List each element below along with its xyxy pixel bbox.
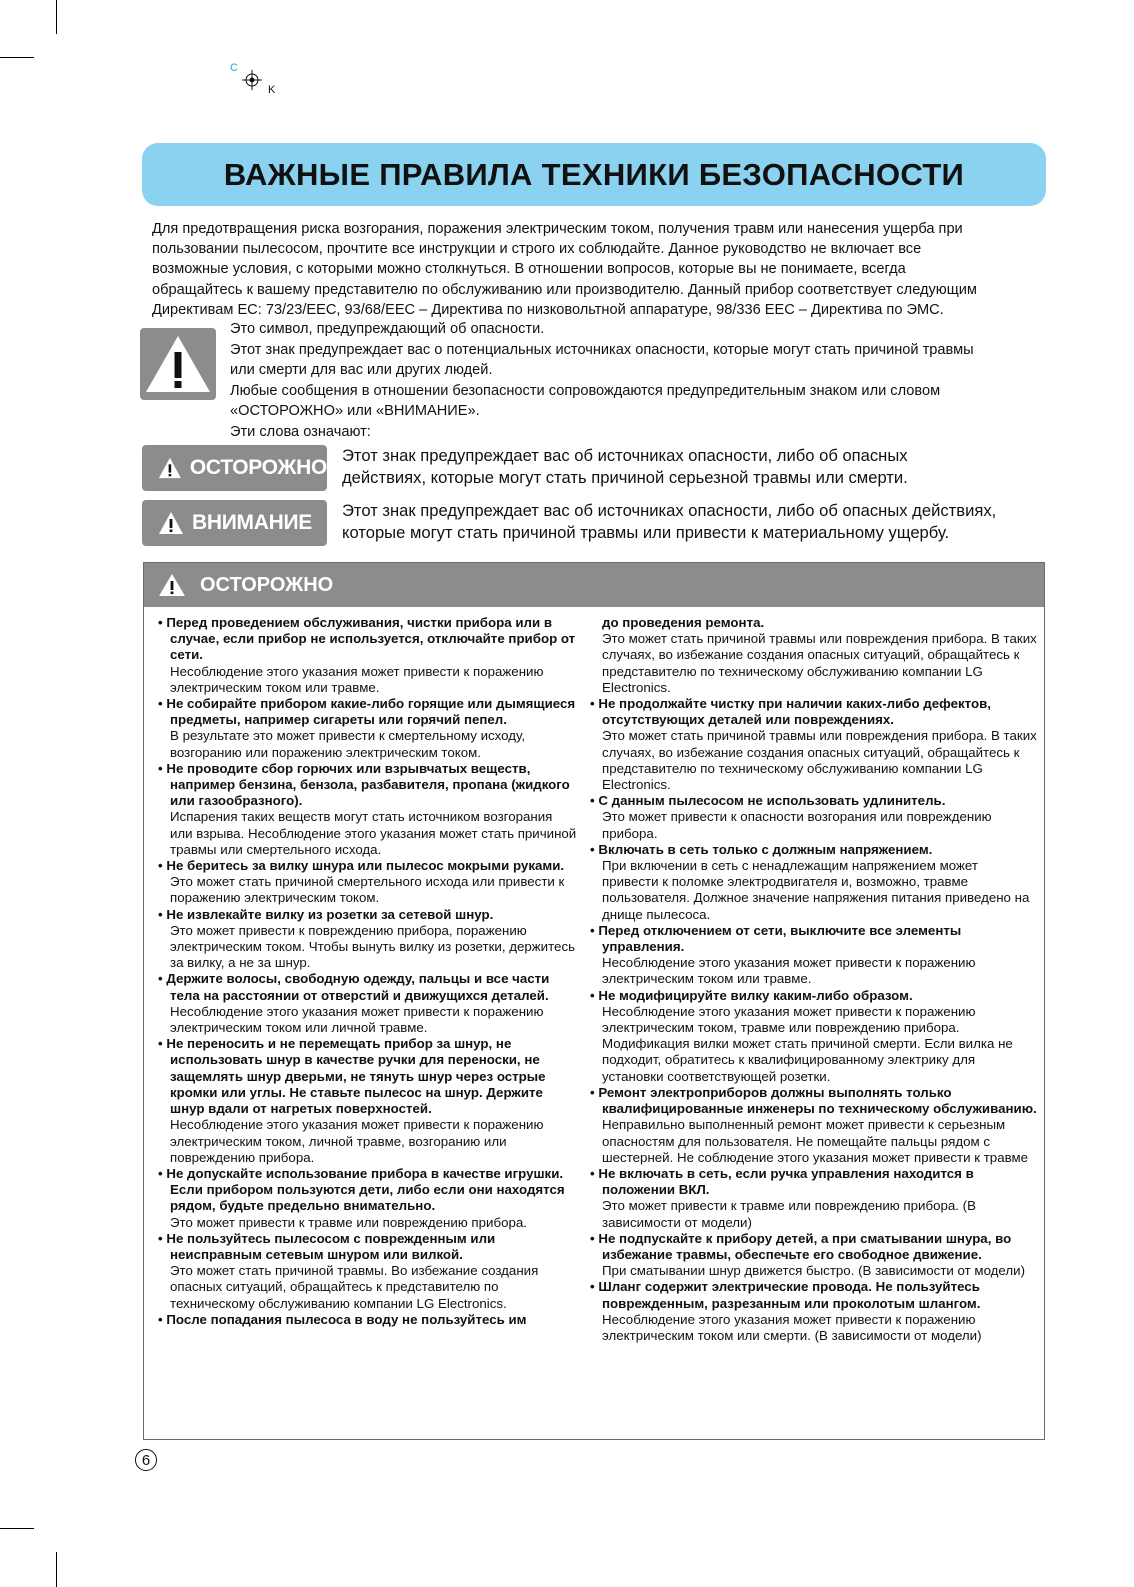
warning-item-desc: Несоблюдение этого указания может привести к поражению электрическим током или травме. (170, 663, 544, 695)
warning-item (158, 971, 578, 1036)
warning-item-desc: Это может стать причиной травмы. Во избежание создания опасных ситуаций, обращайтесь к представителю по техническому обслуживанию компании LG Electronics. (170, 1263, 539, 1311)
warning-item (158, 1312, 578, 1328)
warning-item-heading: до проведения ремонта. (602, 615, 765, 630)
warning-item-desc: Это может привести к повреждению прибора, поражению электрическим током. Чтобы вынуть вилку из розетки, держитесь за вилку, а не за шнур. (170, 922, 576, 971)
badge-warning-label: ОСТОРОЖНО (189, 456, 327, 479)
warning-item-desc: При сматывании шнур движется быстро. (В зависимости от модели) (602, 1263, 1025, 1279)
warning-item-desc: Испарения таких веществ могут стать источником возгорания или взрыва. Несоблюдение этого указания может стать причиной травмы или смертельного исхода. (170, 809, 577, 857)
crop-mark-bottom-left-horizontal (0, 1528, 34, 1529)
warning-item (158, 907, 578, 972)
warning-left-column (158, 615, 578, 1328)
symbol-line: «ОСТОРОЖНО» или «ВНИМАНИЕ». (230, 403, 480, 420)
symbol-line: или смерти для вас или других людей. (230, 362, 493, 379)
badge-caution-definition (342, 500, 1062, 544)
intro-line: пользовании пылесосом, прочтите все инструкции и строго их соблюдайте. Данное руководство не включает все (152, 241, 922, 258)
warning-item-desc: Несоблюдение этого указания может привести к поражению электрическим током или личной травме. (170, 1003, 544, 1036)
warning-item-heading: • Не собирайте прибором какие-либо горящие или дымящиеся предметы, например сигареты или горячий пепел. (158, 696, 576, 728)
definition-line: Этот знак предупреждает вас об источниках опасности, либо об опасных (342, 446, 908, 465)
warning-item-heading: • Не извлекайте вилку из розетки за сетевой шнур. (158, 906, 494, 922)
warning-box-title: ОСТОРОЖНО (200, 573, 334, 596)
badge-warning (142, 445, 327, 491)
warning-triangle-icon (158, 511, 184, 535)
warning-item (590, 1231, 1038, 1280)
warning-item-desc: При включении в сеть с ненадлежащим напряжением может привести к поломке электродвигателя и, возможно, травме пользователя. Должное значение напряжения питания приведено на днище пылесоса. (602, 858, 1030, 922)
warning-item-heading: • Не переносить и не перемещать прибор за шнур, не использовать шнур в качестве ручки для переноски, не защемлять шнур дверьми, не тянуть шнур через острые кромки или углы. Не ставьте пылесос на шнур. Держите шнур вдали от нагретых поверхностей. (158, 1036, 546, 1117)
warning-right-column (590, 615, 1038, 1344)
warning-item (590, 696, 1038, 793)
page-number (135, 1449, 157, 1471)
warning-item-heading: • Не допускайте использование прибора в качестве игрушки. Если прибором пользуются дети, либо если они находятся рядом, будьте предельно внимательно. (158, 1165, 565, 1214)
warning-item-desc: Несоблюдение этого указания может привести к поражению электрическим током, личной травме, возгоранию или повреждению прибора. (170, 1117, 544, 1165)
warning-item-heading: • Перед проведением обслуживания, чистки прибора или в случае, если прибор не используется, отключайте прибор от сети. (158, 615, 576, 663)
registration-k-label: K (268, 84, 276, 96)
warning-item-heading: • Ремонт электроприборов должны выполнять только квалифицированные инженеры по техническому обслуживанию. (590, 1084, 1037, 1117)
warning-item-heading: • После попадания пылесоса в воду не пользуйтесь им (158, 1311, 527, 1327)
warning-item (158, 696, 578, 761)
crop-mark-bottom-left-vertical (56, 1552, 57, 1587)
symbol-line: Любые сообщения в отношении безопасности сопровождаются предупредительным знаком или словом (230, 382, 941, 399)
warning-triangle-icon (158, 456, 182, 480)
page-title: ВАЖНЫЕ ПРАВИЛА ТЕХНИКИ БЕЗОПАСНОСТИ (223, 156, 965, 192)
warning-item-heading: • Не включать в сеть, если ручка управления находится в положении ВКЛ. (590, 1165, 974, 1198)
warning-item-heading: • Шланг содержит электрические провода. Не пользуйтесь поврежденным, разрезанным или проколотым шлангом. (590, 1279, 981, 1311)
badge-caution-label: ВНИМАНИЕ (192, 511, 312, 534)
warning-box-header (144, 563, 1044, 607)
warning-item-desc: Несоблюдение этого указания может привести к поражению электрическим током, травме или повреждению прибора. Модификация вилки может стать причиной смерти. Если вилка не подходит, обратитесь к квалифицированному электрику для установки соответствующей розетки. (602, 1003, 1013, 1084)
warning-triangle-icon (140, 328, 216, 400)
badge-caution (142, 500, 327, 546)
warning-item-heading: • Держите волосы, свободную одежду, пальцы и все части тела на расстоянии от отверстий и движущихся деталей. (158, 971, 550, 1003)
warning-item-desc: Это может привести к травме или повреждению прибора. (170, 1214, 527, 1230)
warning-item-heading: • Не модифицируйте вилку каким-либо образом. (590, 987, 913, 1003)
badge-warning-definition (342, 445, 1062, 489)
warning-item-desc: Это может стать причиной травмы или повреждения прибора. В таких случаях, во избежание создания опасных ситуаций, обращайтесь к представителю по техническому обслуживанию компании LG Electronics. (602, 631, 1037, 695)
warning-box (143, 562, 1045, 1440)
crop-mark-top-left-vertical (56, 0, 57, 34)
intro-line: Для предотвращения риска возгорания, поражения электрическим током, получения травм или нанесения ущерба при (152, 221, 963, 237)
symbol-line: Это символ, предупреждающий об опасности. (230, 321, 545, 337)
intro-line: Директивам ЕС: 73/23/EEC, 93/68/EEC – Директива по низковольтной аппаратуре, 98/336 EEC – Директива по ЭМС. (152, 301, 944, 318)
definition-line: которые могут стать причиной травмы или привести к материальному ущербу. (342, 523, 950, 542)
intro-paragraph (152, 219, 1047, 320)
symbol-explanation (230, 319, 1060, 443)
symbol-line: Эти слова означают: (230, 423, 371, 440)
warning-item (158, 615, 578, 696)
warning-item-desc: Это может привести к опасности возгорания или повреждению прибора. (602, 809, 992, 841)
title-banner (142, 143, 1046, 206)
warning-item (590, 842, 1038, 923)
warning-item-heading: • Не пользуйтесь пылесосом с поврежденным или неисправным сетевым шнуром или вилкой. (158, 1230, 496, 1262)
warning-item (590, 1085, 1038, 1166)
warning-item (158, 1036, 578, 1166)
warning-item-heading: • С данным пылесосом не использовать удлинитель. (590, 793, 946, 809)
crosshair-icon (242, 70, 262, 90)
warning-item-heading: • Не беритесь за вилку шнура или пылесос мокрыми руками. (158, 858, 565, 874)
registration-mark (226, 62, 286, 102)
warning-item-desc: Неправильно выполненный ремонт может привести к серьезным опасностям для пользователя. Не помещайте пальцы рядом с шестерней. Не соблюдение этого указания может привести к травме (602, 1117, 1029, 1165)
warning-item-desc: Это может привести к травме или повреждению прибора. (В зависимости от модели) (602, 1198, 976, 1230)
warning-item-desc: Это может стать причиной травмы или повреждения прибора. В таких случаях, во избежание создания опасных ситуаций, обращайтесь к представителю по техническому обслуживанию компании LG Electronics. (602, 728, 1037, 793)
warning-item-desc: В результате это может привести к смертельному исходу, возгоранию или поражению электрическим током. (170, 728, 526, 760)
warning-item-desc: Несоблюдение этого указания может привести к поражению электрическим током или травме. (602, 955, 976, 987)
warning-item (158, 858, 578, 907)
definition-line: действиях, которые могут стать причиной серьезной травмы или смерти. (342, 468, 908, 487)
warning-item-heading: • Перед отключением от сети, выключите все элементы управления. (590, 922, 962, 955)
warning-item-heading: • Включать в сеть только с должным напряжением. (590, 841, 933, 857)
definition-line: Этот знак предупреждает вас об источниках опасности, либо об опасных действиях, (342, 501, 997, 520)
warning-item (590, 988, 1038, 1085)
warning-item (590, 1279, 1038, 1344)
warning-item (590, 923, 1038, 988)
warning-item-heading: • Не проводите сбор горючих или взрывчатых веществ, например бензина, бензола, разбавителя, пропана (жидкого или газообразного). (158, 760, 570, 809)
warning-item-desc: Это может стать причиной смертельного исхода или привести к поражению электрическим током. (170, 874, 565, 906)
registration-c-label: C (230, 62, 238, 74)
warning-item-desc: Несоблюдение этого указания может привести к поражению электрическим током или смерти. (В зависимости от модели) (602, 1311, 982, 1343)
crop-mark-top-left-horizontal (0, 57, 34, 58)
warning-item (590, 793, 1038, 842)
intro-line: обращайтесь к вашему представителю по обслуживанию или производителю. Данный прибор соответствует следующим (152, 281, 977, 298)
warning-item (590, 1166, 1038, 1231)
warning-item (590, 615, 1038, 696)
warning-triangle-icon (158, 573, 186, 597)
warning-item (158, 1166, 578, 1231)
warning-item-heading: • Не продолжайте чистку при наличии каких-либо дефектов, отсутствующих деталей или повреждениях. (590, 696, 991, 728)
warning-item (158, 1231, 578, 1312)
safety-alert-symbol (140, 328, 216, 400)
intro-line: возможные условия, с которыми можно столкнуться. В отношении вопросов, которые вы не понимаете, всегда (152, 261, 906, 278)
warning-item (158, 761, 578, 858)
warning-item-heading: • Не подпускайте к прибору детей, а при сматывании шнура, во избежание травмы, обеспечьте его свободное движение. (590, 1230, 1012, 1262)
page-number-label: 6 (141, 1451, 151, 1469)
symbol-line: Этот знак предупреждает вас о потенциальных источниках опасности, которые могут стать причиной травмы (230, 341, 974, 358)
